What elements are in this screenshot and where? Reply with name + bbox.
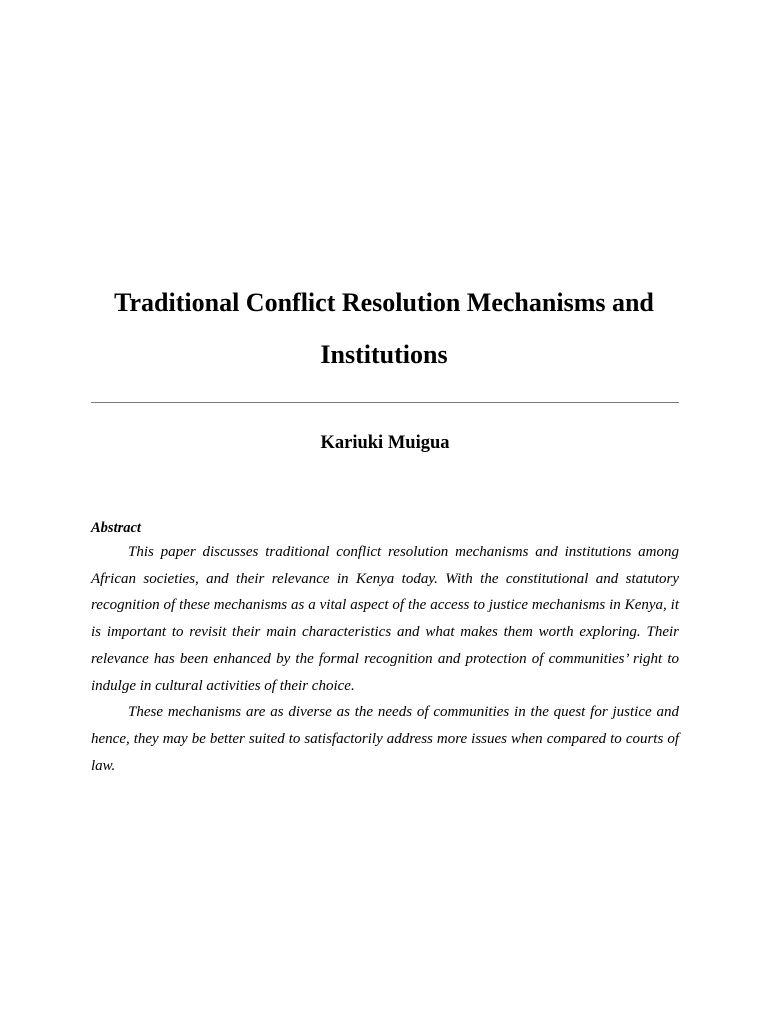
abstract-paragraph-2: These mechanisms are as diverse as the needs of communities in the quest for justice and hence, they may be better suited to satisfactorily address more issues when compared to courts of law. xyxy=(91,704,679,774)
paper-title xyxy=(60,277,708,381)
abstract-section xyxy=(91,517,679,779)
author-name: Kariuki Muigua xyxy=(320,433,450,453)
paper-title-line-2: Institutions xyxy=(320,340,448,369)
abstract-heading: Abstract xyxy=(91,520,141,536)
title-divider xyxy=(91,402,679,403)
paper-title-line-1: Traditional Conflict Resolution Mechanisms and xyxy=(114,288,654,317)
abstract-paragraph-1: This paper discusses traditional conflict resolution mechanisms and institutions among African societies, and their relevance in Kenya today. With the constitutional and statutory recognition of these mechanisms as a vital aspect of the access to justice mechanisms in Kenya, it is important to revisit their main characteristics and what makes them worth exploring. Their relevance has been enhanced by the formal recognition and protection of communities’ right to indulge in cultural activities of their choice. xyxy=(91,544,679,694)
